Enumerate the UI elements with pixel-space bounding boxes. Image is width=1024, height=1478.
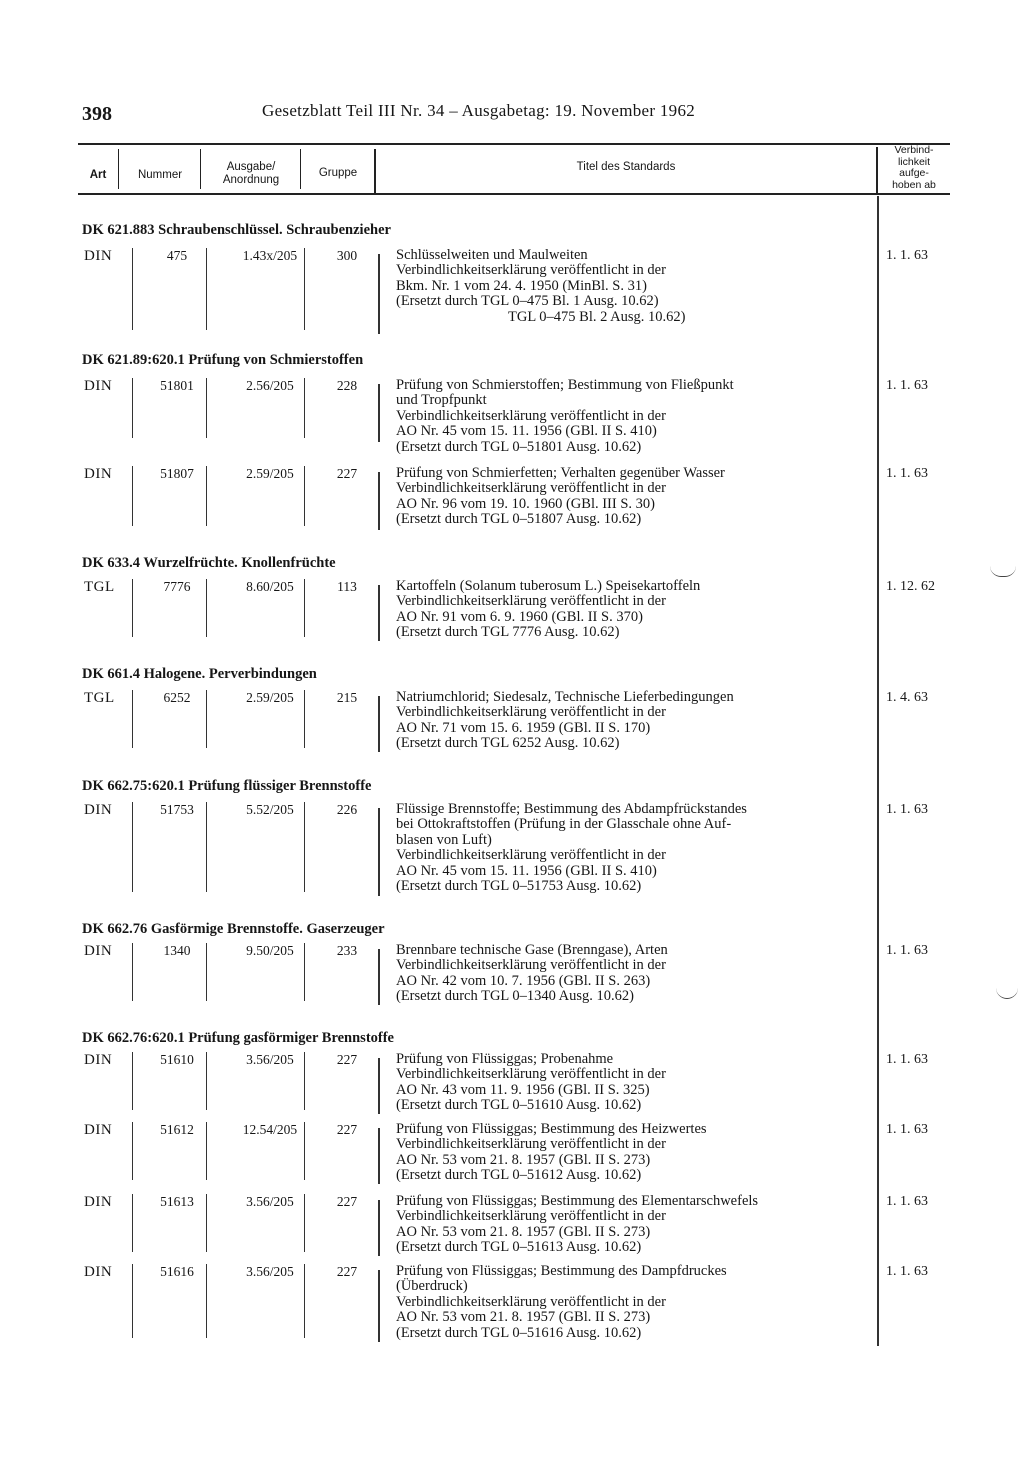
column-rule xyxy=(206,248,207,330)
entry-title-line: (Überdruck) xyxy=(396,1278,468,1295)
standard-entry xyxy=(80,1194,1020,1258)
entry-title xyxy=(396,690,876,752)
column-rule xyxy=(378,585,380,641)
entry-title-line: (Ersetzt durch TGL 6252 Ausg. 10.62) xyxy=(396,735,620,752)
entry-title-line: (Ersetzt durch TGL 0–51616 Ausg. 10.62) xyxy=(396,1324,642,1341)
section-title: DK 621.883 Schraubenschlüssel. Schraubenzieher xyxy=(82,222,391,238)
entry-gruppe: 227 xyxy=(336,1122,358,1137)
column-rule xyxy=(378,254,380,334)
column-rule xyxy=(378,1200,380,1256)
header-gruppe: Gruppe xyxy=(318,167,358,179)
column-rule xyxy=(132,248,133,330)
entry-title xyxy=(396,1122,876,1184)
column-rule xyxy=(378,696,380,752)
standard-entry xyxy=(80,579,1020,643)
entry-ausgabe: 2.59/205 xyxy=(246,690,294,705)
entry-date: 1. 1. 63 xyxy=(886,1052,928,1067)
column-rule xyxy=(304,1052,305,1110)
section-title: DK 662.76:620.1 Prüfung gasförmiger Brennstoffe xyxy=(82,1030,394,1046)
column-rule xyxy=(132,1194,133,1252)
header-nummer: Nummer xyxy=(137,169,183,181)
column-rule xyxy=(132,1122,133,1180)
standard-entry xyxy=(80,943,1020,1007)
column-rule xyxy=(304,1194,305,1252)
header-ausgabe-line: Ausgabe/ xyxy=(226,161,276,173)
entry-gruppe: 227 xyxy=(336,1264,358,1279)
entry-nummer: 1340 xyxy=(163,943,191,958)
column-rule xyxy=(304,1122,305,1180)
entry-title-line: Kartoffeln (Solanum tuberosum L.) Speisekartoffeln xyxy=(396,578,701,594)
entry-title-line: Verbindlichkeitserklärung veröffentlicht in der xyxy=(396,480,666,497)
entry-title-line: TGL 0–475 Bl. 2 Ausg. 10.62) xyxy=(508,308,686,325)
entry-title-line: AO Nr. 45 vom 15. 11. 1956 (GBl. II S. 410) xyxy=(396,423,657,440)
entry-ausgabe: 2.56/205 xyxy=(246,378,294,393)
entry-nummer: 7776 xyxy=(163,579,191,594)
entry-title-line: Verbindlichkeitserklärung veröffentlicht in der xyxy=(396,593,666,610)
standard-entry xyxy=(80,377,1020,455)
entry-ausgabe: 2.59/205 xyxy=(246,466,294,481)
entry-title-line: AO Nr. 71 vom 15. 6. 1959 (GBl. II S. 170) xyxy=(396,719,651,736)
column-rule xyxy=(132,579,133,637)
entry-art: DIN xyxy=(84,1194,113,1210)
entry-nummer: 475 xyxy=(166,248,188,263)
entry-title xyxy=(396,943,876,1005)
header-divider xyxy=(118,149,119,189)
entry-title-line: (Ersetzt durch TGL 0–51610 Ausg. 10.62) xyxy=(396,1097,642,1114)
column-rule xyxy=(206,1264,207,1338)
entry-ausgabe: 8.60/205 xyxy=(246,579,294,594)
entry-ausgabe: 12.54/205 xyxy=(242,1122,298,1137)
entry-title-line: (Ersetzt durch TGL 7776 Ausg. 10.62) xyxy=(396,624,620,641)
entry-ausgabe: 5.52/205 xyxy=(246,802,294,817)
entry-gruppe: 300 xyxy=(336,248,358,263)
entry-art: DIN xyxy=(84,466,113,482)
header-top-rule xyxy=(78,143,950,145)
column-rule xyxy=(304,690,305,748)
column-rule xyxy=(206,579,207,637)
entry-date: 1. 1. 63 xyxy=(886,1264,928,1279)
entry-title-line: AO Nr. 96 vom 19. 10. 1960 (GBl. III S. 30) xyxy=(396,495,655,512)
entry-nummer: 51613 xyxy=(160,1194,194,1209)
column-rule xyxy=(132,690,133,748)
entry-ausgabe: 9.50/205 xyxy=(246,943,294,958)
entry-title-line: Natriumchlorid; Siedesalz, Technische Lieferbedingungen xyxy=(396,689,734,705)
header-bottom-rule xyxy=(78,193,950,195)
entry-title-line: Prüfung von Flüssiggas; Bestimmung des Heizwertes xyxy=(396,1121,707,1137)
entry-art: DIN xyxy=(84,1052,113,1068)
standard-entry xyxy=(80,1122,1020,1186)
entry-title-line: Verbindlichkeitserklärung veröffentlicht in der xyxy=(396,847,666,864)
entry-date: 1. 1. 63 xyxy=(886,1122,928,1137)
entry-title xyxy=(396,248,876,325)
column-rule xyxy=(304,378,305,438)
column-rule xyxy=(132,943,133,1001)
column-rule xyxy=(132,466,133,526)
column-rule xyxy=(378,949,380,1005)
entry-title-line: AO Nr. 53 vom 21. 8. 1957 (GBl. II S. 273) xyxy=(396,1151,651,1168)
header-ausgabe xyxy=(202,161,300,187)
entry-title-line: Verbindlichkeitserklärung veröffentlicht in der xyxy=(396,1136,666,1153)
entry-title-line: Bkm. Nr. 1 vom 24. 4. 1950 (MinBl. S. 31) xyxy=(396,277,647,294)
column-rule xyxy=(304,466,305,526)
column-rule xyxy=(206,802,207,892)
entry-date: 1. 1. 63 xyxy=(886,1194,928,1209)
column-rule xyxy=(378,1270,380,1342)
entry-title-line: Prüfung von Flüssiggas; Bestimmung des Elementarschwefels xyxy=(396,1193,759,1209)
entry-title xyxy=(396,378,876,455)
header-art: Art xyxy=(89,169,107,181)
entry-ausgabe: 1.43x/205 xyxy=(242,248,298,263)
entry-gruppe: 227 xyxy=(336,1052,358,1067)
column-rule xyxy=(304,1264,305,1338)
entry-title-line: (Ersetzt durch TGL 0–51753 Ausg. 10.62) xyxy=(396,878,642,895)
entry-title-line: (Ersetzt durch TGL 0–1340 Ausg. 10.62) xyxy=(396,988,635,1005)
entry-art: DIN xyxy=(84,378,113,394)
entry-art: DIN xyxy=(84,1122,113,1138)
column-rule xyxy=(206,943,207,1001)
entry-title-line: (Ersetzt durch TGL 0–51807 Ausg. 10.62) xyxy=(396,511,642,528)
entry-title-line: und Tropfpunkt xyxy=(396,392,487,409)
entry-nummer: 51610 xyxy=(160,1052,194,1067)
entry-title-line: Verbindlichkeitserklärung veröffentlicht in der xyxy=(396,1208,666,1225)
entry-ausgabe: 3.56/205 xyxy=(246,1194,294,1209)
column-rule xyxy=(132,1052,133,1110)
header-verb-line: aufge- xyxy=(899,167,929,179)
entry-art: DIN xyxy=(84,1264,113,1280)
standard-entry xyxy=(80,248,1020,336)
section-title: DK 662.76 Gasförmige Brennstoffe. Gaserzeuger xyxy=(82,921,385,937)
entry-nummer: 6252 xyxy=(163,690,191,705)
entry-gruppe: 233 xyxy=(336,943,358,958)
entry-date: 1. 1. 63 xyxy=(886,943,928,958)
column-rule xyxy=(304,248,305,330)
column-rule xyxy=(304,579,305,637)
entry-title-line: Verbindlichkeitserklärung veröffentlicht in der xyxy=(396,1066,666,1083)
entry-title-line: AO Nr. 91 vom 6. 9. 1960 (GBl. II S. 370) xyxy=(396,608,643,625)
entry-date: 1. 1. 63 xyxy=(886,378,928,393)
header-titel: Titel des Standards xyxy=(576,161,676,173)
entry-title-line: Verbindlichkeitserklärung veröffentlicht in der xyxy=(396,407,666,424)
entry-title-line: AO Nr. 53 vom 21. 8. 1957 (GBl. II S. 273) xyxy=(396,1223,651,1240)
entry-art: DIN xyxy=(84,943,113,959)
column-rule xyxy=(378,1058,380,1114)
column-rule xyxy=(206,690,207,748)
entry-title xyxy=(396,1194,876,1256)
column-rule xyxy=(304,943,305,1001)
standard-entry xyxy=(80,1052,1020,1116)
entry-art: DIN xyxy=(84,248,113,264)
entry-nummer: 51616 xyxy=(160,1264,194,1279)
entry-title xyxy=(396,579,876,641)
entry-title-line: Flüssige Brennstoffe; Bestimmung des Abdampfrückstandes xyxy=(396,801,747,817)
column-rule xyxy=(206,378,207,438)
section-title: DK 621.89:620.1 Prüfung von Schmierstoffen xyxy=(82,352,364,368)
entry-title-line: blasen von Luft) xyxy=(396,831,492,848)
entry-title-line: (Ersetzt durch TGL 0–51612 Ausg. 10.62) xyxy=(396,1167,642,1184)
standard-entry xyxy=(80,690,1020,754)
entry-title-line: Prüfung von Flüssiggas; Probenahme xyxy=(396,1051,614,1067)
entry-gruppe: 227 xyxy=(336,466,358,481)
entry-title-line: (Ersetzt durch TGL 0–51613 Ausg. 10.62) xyxy=(396,1239,642,1256)
column-rule xyxy=(206,466,207,526)
section-title: DK 633.4 Wurzelfrüchte. Knollenfrüchte xyxy=(82,555,336,571)
header-divider xyxy=(200,149,201,189)
entry-nummer: 51753 xyxy=(160,802,194,817)
entry-date: 1. 1. 63 xyxy=(886,466,928,481)
entry-title-line: AO Nr. 45 vom 15. 11. 1956 (GBl. II S. 410) xyxy=(396,862,657,879)
column-rule xyxy=(206,1122,207,1180)
entry-nummer: 51612 xyxy=(160,1122,194,1137)
entry-title-line: Verbindlichkeitserklärung veröffentlicht in der xyxy=(396,1293,666,1310)
standard-entry xyxy=(80,1264,1020,1344)
entry-gruppe: 226 xyxy=(336,802,358,817)
entry-gruppe: 227 xyxy=(336,1194,358,1209)
entry-title-line: (Ersetzt durch TGL 0–475 Bl. 1 Ausg. 10.62) xyxy=(396,293,659,310)
entry-title-line: AO Nr. 42 vom 10. 7. 1956 (GBl. II S. 263) xyxy=(396,972,651,989)
entry-title-line: AO Nr. 53 vom 21. 8. 1957 (GBl. II S. 273) xyxy=(396,1309,651,1326)
column-rule xyxy=(378,808,380,896)
entry-title-line: Verbindlichkeitserklärung veröffentlicht in der xyxy=(396,704,666,721)
entry-title-line: Prüfung von Schmierfetten; Verhalten gegenüber Wasser xyxy=(396,465,725,481)
entry-ausgabe: 3.56/205 xyxy=(246,1052,294,1067)
column-rule xyxy=(304,802,305,892)
column-rule xyxy=(132,802,133,892)
entry-title-line: Prüfung von Flüssiggas; Bestimmung des Dampfdruckes xyxy=(396,1263,727,1279)
entry-art: TGL xyxy=(84,579,115,595)
column-rule xyxy=(378,1128,380,1184)
header-verb-line: hoben ab xyxy=(892,178,936,191)
page-number: 398 xyxy=(82,103,112,125)
entry-ausgabe: 3.56/205 xyxy=(246,1264,294,1279)
column-rule xyxy=(378,384,380,442)
entry-nummer: 51801 xyxy=(160,378,194,393)
entry-art: DIN xyxy=(84,802,113,818)
entry-title-line: AO Nr. 43 vom 11. 9. 1956 (GBl. II S. 325) xyxy=(396,1081,650,1098)
column-rule xyxy=(132,378,133,438)
entry-title-line: bei Ottokraftstoffen (Prüfung in der Glasschale ohne Auf- xyxy=(396,816,732,833)
section-title: DK 661.4 Halogene. Perverbindungen xyxy=(82,666,317,682)
entry-date: 1. 1. 63 xyxy=(886,802,928,817)
column-rule xyxy=(206,1194,207,1252)
entry-art: TGL xyxy=(84,690,115,706)
header-divider xyxy=(300,149,301,189)
standard-entry xyxy=(80,466,1020,532)
entry-gruppe: 215 xyxy=(336,690,358,705)
entry-gruppe: 113 xyxy=(337,579,357,594)
standard-entry xyxy=(80,802,1020,898)
margin-mark xyxy=(990,566,1016,577)
header-verb-line: lichkeit xyxy=(897,155,931,168)
entry-date: 1. 4. 63 xyxy=(886,690,928,705)
running-head: Gesetzblatt Teil III Nr. 34 – Ausgabetag: 19. November 1962 xyxy=(262,101,696,120)
entry-title xyxy=(396,1052,876,1114)
entry-date: 1. 1. 63 xyxy=(886,248,928,263)
entry-title-line: Verbindlichkeitserklärung veröffentlicht in der xyxy=(396,957,666,974)
entry-gruppe: 228 xyxy=(336,378,358,393)
header-verbindlichkeit xyxy=(878,145,950,191)
column-rule xyxy=(378,472,380,530)
column-rule xyxy=(206,1052,207,1110)
entry-date: 1. 12. 62 xyxy=(886,579,935,594)
entry-title-line: Schlüsselweiten und Maulweiten xyxy=(396,247,588,263)
entry-title-line: Brennbare technische Gase (Brenngase), Arten xyxy=(396,942,668,958)
entry-title xyxy=(396,1264,876,1341)
entry-title xyxy=(396,802,876,894)
header-verb-line: Verbind- xyxy=(894,144,934,156)
entry-title-line: Prüfung von Schmierstoffen; Bestimmung von Fließpunkt xyxy=(396,377,734,393)
entry-title xyxy=(396,466,876,528)
entry-title-line: Verbindlichkeitserklärung veröffentlicht in der xyxy=(396,262,666,279)
header-ausgabe-line: Anordnung xyxy=(222,174,280,186)
entry-nummer: 51807 xyxy=(160,466,194,481)
section-title: DK 662.75:620.1 Prüfung flüssiger Brennstoffe xyxy=(82,778,372,794)
table-header xyxy=(78,143,950,195)
column-rule xyxy=(132,1264,133,1338)
entry-title-line: (Ersetzt durch TGL 0–51801 Ausg. 10.62) xyxy=(396,438,642,455)
